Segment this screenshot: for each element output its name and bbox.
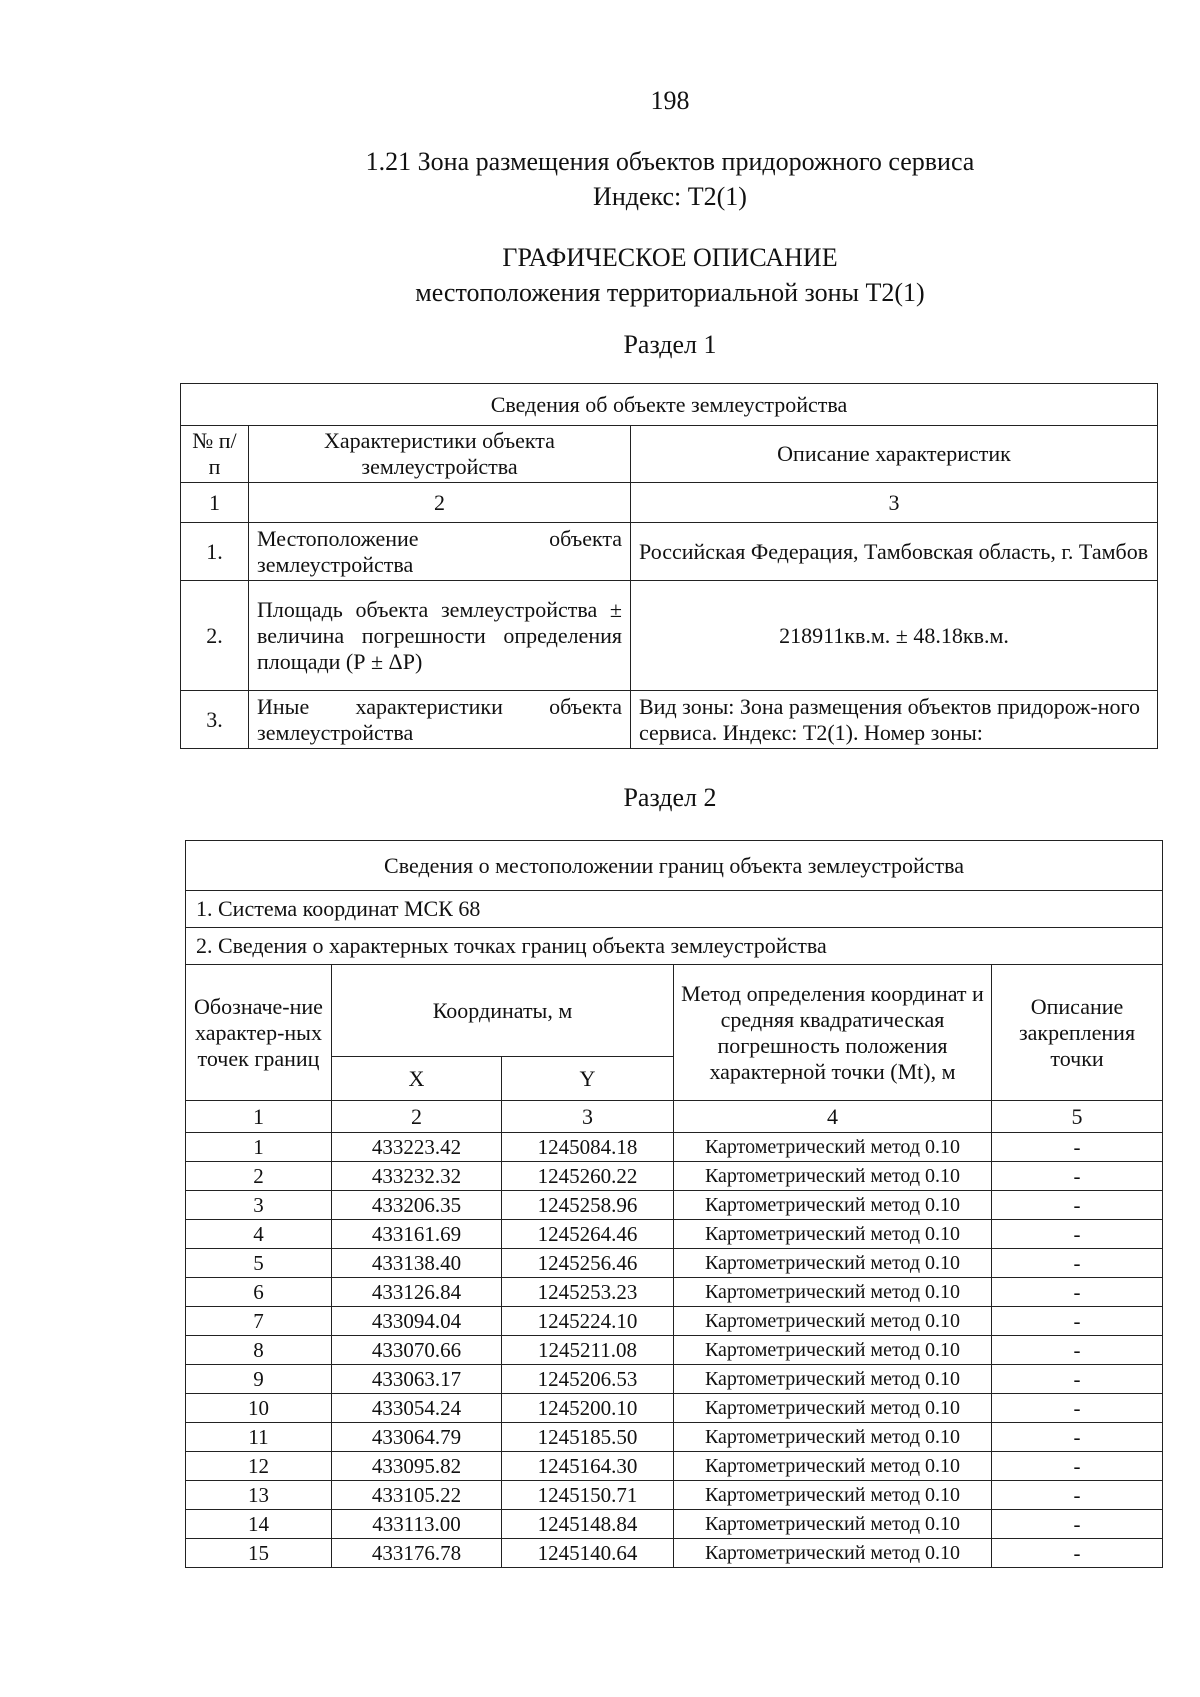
fixing-description: - bbox=[992, 1394, 1163, 1423]
table-row bbox=[186, 1510, 1163, 1539]
row-characteristic bbox=[249, 581, 631, 691]
point-number: 6 bbox=[186, 1278, 332, 1307]
point-number: 11 bbox=[186, 1423, 332, 1452]
table-row bbox=[186, 1394, 1163, 1423]
table-row bbox=[186, 1539, 1163, 1568]
col-number: 1 bbox=[181, 483, 249, 523]
x-coordinate: 433064.79 bbox=[332, 1423, 502, 1452]
col-header-method: Метод определения координат и средняя квадратическая погрешность положения характерной точки (Mt), м bbox=[674, 965, 992, 1101]
y-coordinate: 1245211.08 bbox=[502, 1336, 674, 1365]
row-characteristic bbox=[249, 523, 631, 581]
method: Картометрический метод 0.10 bbox=[674, 1452, 992, 1481]
row-number: 1. bbox=[181, 523, 249, 581]
method: Картометрический метод 0.10 bbox=[674, 1133, 992, 1162]
col-header-num: № п/п bbox=[181, 426, 249, 483]
table-row bbox=[181, 691, 1158, 749]
document-heading bbox=[180, 240, 1160, 310]
point-number: 12 bbox=[186, 1452, 332, 1481]
row-characteristic-text-end: землеустройства bbox=[257, 551, 414, 577]
y-coordinate: 1245084.18 bbox=[502, 1133, 674, 1162]
x-coordinate: 433126.84 bbox=[332, 1278, 502, 1307]
col-number: 1 bbox=[186, 1101, 332, 1133]
col-header-fixing: Описание закрепления точки bbox=[992, 965, 1163, 1101]
method: Картометрический метод 0.10 bbox=[674, 1394, 992, 1423]
fixing-description: - bbox=[992, 1365, 1163, 1394]
row-characteristic bbox=[249, 691, 631, 749]
document-subtitle: местоположения территориальной зоны Т2(1) bbox=[415, 278, 925, 307]
fixing-description: - bbox=[992, 1249, 1163, 1278]
fixing-description: - bbox=[992, 1278, 1163, 1307]
zone-index: Индекс: Т2(1) bbox=[593, 182, 747, 211]
fixing-description: - bbox=[992, 1336, 1163, 1365]
row-characteristic-text: Иные характеристики объекта bbox=[257, 693, 622, 719]
row-description: Российская Федерация, Тамбовская область, г. Тамбов bbox=[631, 523, 1158, 581]
row-description: 218911кв.м. ± 48.18кв.м. bbox=[631, 581, 1158, 691]
point-number: 9 bbox=[186, 1365, 332, 1394]
row-characteristic-text-end: площади (Р ± ΔР) bbox=[257, 648, 423, 674]
col-number: 3 bbox=[502, 1101, 674, 1133]
table-row bbox=[186, 1423, 1163, 1452]
fixing-description: - bbox=[992, 1307, 1163, 1336]
table-row bbox=[186, 1133, 1163, 1162]
table-row bbox=[186, 1249, 1163, 1278]
y-coordinate: 1245260.22 bbox=[502, 1162, 674, 1191]
fixing-description: - bbox=[992, 1539, 1163, 1568]
col-number: 5 bbox=[992, 1101, 1163, 1133]
method: Картометрический метод 0.10 bbox=[674, 1162, 992, 1191]
table-row bbox=[181, 523, 1158, 581]
method: Картометрический метод 0.10 bbox=[674, 1510, 992, 1539]
x-coordinate: 433161.69 bbox=[332, 1220, 502, 1249]
point-number: 14 bbox=[186, 1510, 332, 1539]
x-coordinate: 433138.40 bbox=[332, 1249, 502, 1278]
row-description: Вид зоны: Зона размещения объектов придорож-ного сервиса. Индекс: Т2(1). Номер зоны: bbox=[631, 691, 1158, 749]
y-coordinate: 1245224.10 bbox=[502, 1307, 674, 1336]
x-coordinate: 433206.35 bbox=[332, 1191, 502, 1220]
table-row bbox=[186, 1162, 1163, 1191]
y-coordinate: 1245200.10 bbox=[502, 1394, 674, 1423]
boundary-points-table bbox=[185, 840, 1163, 1568]
point-number: 10 bbox=[186, 1394, 332, 1423]
y-coordinate: 1245256.46 bbox=[502, 1249, 674, 1278]
fixing-description: - bbox=[992, 1452, 1163, 1481]
point-number: 5 bbox=[186, 1249, 332, 1278]
col-number: 3 bbox=[631, 483, 1158, 523]
page-number: 198 bbox=[650, 86, 690, 115]
x-coordinate: 433176.78 bbox=[332, 1539, 502, 1568]
col-header-characteristic: Характеристики объекта землеустройства bbox=[249, 426, 631, 483]
row-characteristic-text-end: землеустройства bbox=[257, 719, 414, 745]
table-row bbox=[186, 1452, 1163, 1481]
table-row bbox=[186, 1307, 1163, 1336]
point-number: 8 bbox=[186, 1336, 332, 1365]
y-coordinate: 1245264.46 bbox=[502, 1220, 674, 1249]
col-header-y: Y bbox=[502, 1057, 674, 1101]
fixing-description: - bbox=[992, 1481, 1163, 1510]
x-coordinate: 433232.32 bbox=[332, 1162, 502, 1191]
x-coordinate: 433094.04 bbox=[332, 1307, 502, 1336]
table-row bbox=[186, 1220, 1163, 1249]
table-row bbox=[181, 581, 1158, 691]
coordinate-system: 1. Система координат МСК 68 bbox=[186, 891, 1163, 928]
method: Картометрический метод 0.10 bbox=[674, 1365, 992, 1394]
y-coordinate: 1245150.71 bbox=[502, 1481, 674, 1510]
fixing-description: - bbox=[992, 1191, 1163, 1220]
method: Картометрический метод 0.10 bbox=[674, 1191, 992, 1220]
col-number: 4 bbox=[674, 1101, 992, 1133]
point-number: 2 bbox=[186, 1162, 332, 1191]
row-number: 3. bbox=[181, 691, 249, 749]
y-coordinate: 1245253.23 bbox=[502, 1278, 674, 1307]
zone-title: 1.21 Зона размещения объектов придорожного сервиса bbox=[365, 147, 975, 176]
table-row bbox=[186, 1278, 1163, 1307]
x-coordinate: 433054.24 bbox=[332, 1394, 502, 1423]
row-number: 2. bbox=[181, 581, 249, 691]
y-coordinate: 1245258.96 bbox=[502, 1191, 674, 1220]
x-coordinate: 433063.17 bbox=[332, 1365, 502, 1394]
point-number: 13 bbox=[186, 1481, 332, 1510]
col-header-x: X bbox=[332, 1057, 502, 1101]
points-section-title: 2. Сведения о характерных точках границ объекта землеустройства bbox=[186, 928, 1163, 965]
y-coordinate: 1245140.64 bbox=[502, 1539, 674, 1568]
col-header-description: Описание характеристик bbox=[631, 426, 1158, 483]
col-number: 2 bbox=[332, 1101, 502, 1133]
section2-heading: Раздел 2 bbox=[623, 783, 717, 812]
x-coordinate: 433113.00 bbox=[332, 1510, 502, 1539]
method: Картометрический метод 0.10 bbox=[674, 1336, 992, 1365]
y-coordinate: 1245164.30 bbox=[502, 1452, 674, 1481]
method: Картометрический метод 0.10 bbox=[674, 1423, 992, 1452]
x-coordinate: 433070.66 bbox=[332, 1336, 502, 1365]
fixing-description: - bbox=[992, 1162, 1163, 1191]
col-number: 2 bbox=[249, 483, 631, 523]
fixing-description: - bbox=[992, 1423, 1163, 1452]
point-number: 1 bbox=[186, 1133, 332, 1162]
col-header-point: Обозначе-ние характер-ных точек границ bbox=[186, 965, 332, 1101]
object-info-table bbox=[180, 383, 1158, 749]
boundary-table-title: Сведения о местоположении границ объекта землеустройства bbox=[186, 841, 1163, 891]
x-coordinate: 433105.22 bbox=[332, 1481, 502, 1510]
point-number: 3 bbox=[186, 1191, 332, 1220]
object-info-table-title: Сведения об объекте землеустройства bbox=[181, 384, 1158, 426]
section1-heading: Раздел 1 bbox=[623, 330, 717, 359]
y-coordinate: 1245185.50 bbox=[502, 1423, 674, 1452]
y-coordinate: 1245148.84 bbox=[502, 1510, 674, 1539]
method: Картометрический метод 0.10 bbox=[674, 1481, 992, 1510]
row-characteristic-text: Местоположение объекта bbox=[257, 525, 622, 551]
method: Картометрический метод 0.10 bbox=[674, 1539, 992, 1568]
y-coordinate: 1245206.53 bbox=[502, 1365, 674, 1394]
fixing-description: - bbox=[992, 1133, 1163, 1162]
fixing-description: - bbox=[992, 1220, 1163, 1249]
method: Картометрический метод 0.10 bbox=[674, 1278, 992, 1307]
row-characteristic-text: Площадь объекта землеустройства ± величина погрешности определения bbox=[257, 596, 622, 648]
point-number: 4 bbox=[186, 1220, 332, 1249]
x-coordinate: 433223.42 bbox=[332, 1133, 502, 1162]
document-title: ГРАФИЧЕСКОЕ ОПИСАНИЕ bbox=[502, 243, 838, 272]
table-row bbox=[186, 1365, 1163, 1394]
point-number: 15 bbox=[186, 1539, 332, 1568]
table-row bbox=[186, 1481, 1163, 1510]
table-row bbox=[186, 1191, 1163, 1220]
table-row bbox=[186, 1336, 1163, 1365]
x-coordinate: 433095.82 bbox=[332, 1452, 502, 1481]
method: Картометрический метод 0.10 bbox=[674, 1307, 992, 1336]
fixing-description: - bbox=[992, 1510, 1163, 1539]
method: Картометрический метод 0.10 bbox=[674, 1220, 992, 1249]
col-header-coordinates: Координаты, м bbox=[332, 965, 674, 1057]
point-number: 7 bbox=[186, 1307, 332, 1336]
method: Картометрический метод 0.10 bbox=[674, 1249, 992, 1278]
zone-heading bbox=[180, 144, 1160, 214]
